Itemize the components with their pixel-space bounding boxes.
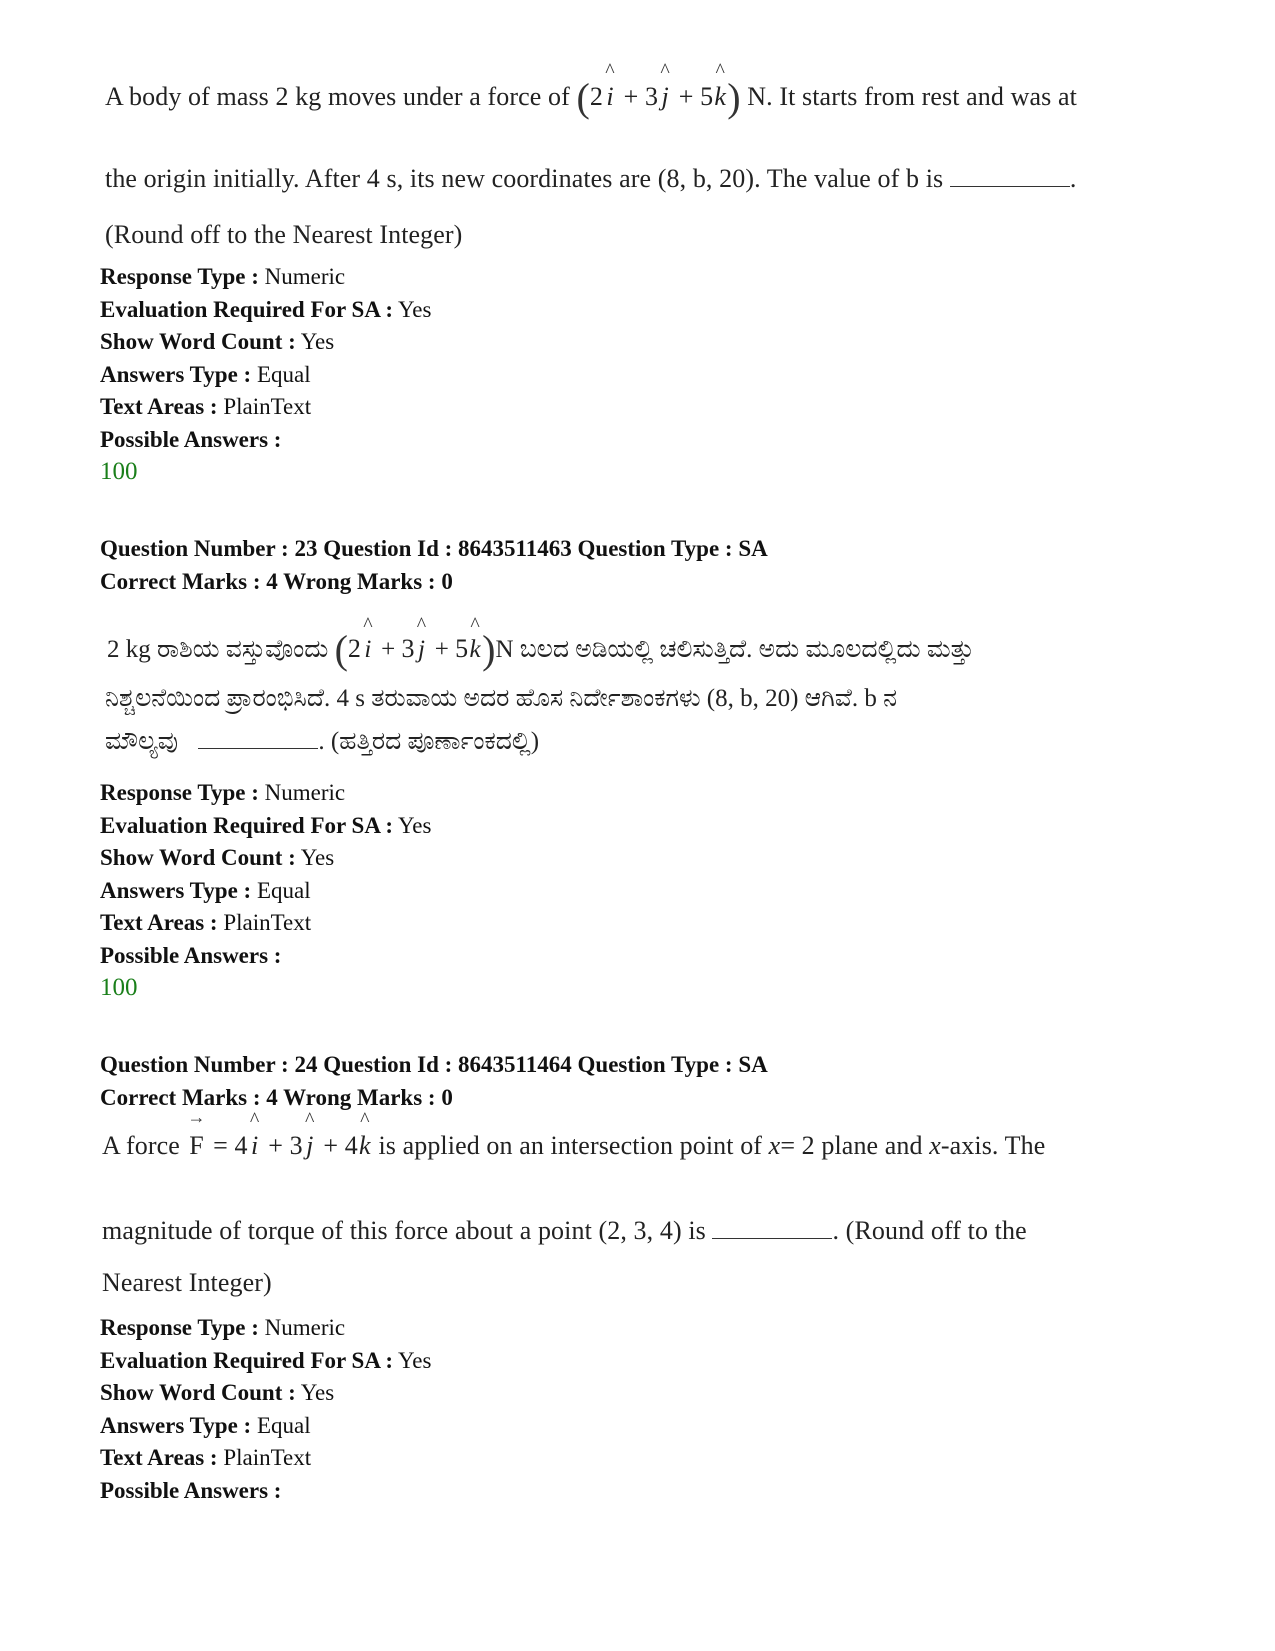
- q23-meta: [100, 777, 431, 973]
- q23-text-line3: ಮೌಲ್ಯವು . (ಹತ್ತಿರದ ಪೂರ್ಣಾಂಕದಲ್ಲಿ): [105, 728, 540, 755]
- q24-header: [100, 1049, 768, 1114]
- q23-question-info: Question Number : 23 Question Id : 8643511463 Question Type : SA: [100, 536, 768, 561]
- q23-text-line2: ನಿಶ್ಚಲನೆಯಿಂದ ಪ್ರಾರಂಭಿಸಿದೆ. 4 s ತರುವಾಯ ಅದರ ಹೊಸ ನಿರ್ದೇಶಾಂಕಗಳು (8, b, 20) ಆಗಿವೆ. b ನ: [105, 685, 898, 712]
- meta-possible-answers: Possible Answers :: [100, 942, 282, 968]
- meta-evaluation-required: Evaluation Required For SA : Yes: [100, 1347, 432, 1373]
- q23-possible-answer: 100: [100, 974, 138, 1001]
- meta-show-word-count: Show Word Count : Yes: [100, 1380, 335, 1406]
- q22-line1-pre: A body of mass 2 kg moves under a force of: [105, 82, 570, 111]
- answer-blank: [198, 728, 318, 749]
- q23-header: [100, 533, 768, 598]
- meta-response-type: Response Type : Numeric: [100, 780, 346, 805]
- q23-marks-info: Correct Marks : 4 Wrong Marks : 0: [100, 568, 453, 594]
- meta-show-word-count: Show Word Count : Yes: [100, 845, 335, 871]
- meta-text-areas: Text Areas : PlainText: [100, 394, 312, 420]
- q24-text-line1: A force → F = 4 ^ i + 3 ^ j + 4 ^ k is applied on an intersection point of x= 2 plane and x-axis. The: [102, 1107, 1046, 1160]
- meta-answers-type: Answers Type : Equal: [100, 361, 311, 387]
- q24-marks-info: Correct Marks : 4 Wrong Marks : 0: [100, 1084, 453, 1110]
- q22-force-unit: N.: [747, 82, 773, 111]
- meta-show-word-count: Show Word Count : Yes: [100, 329, 335, 355]
- q24-force-expression: → F = 4 ^ i + 3 ^ j + 4 ^ k: [187, 1107, 371, 1160]
- q22-line1-post: It starts from rest and was at: [779, 82, 1077, 111]
- q22-meta: [100, 261, 431, 457]
- meta-text-areas: Text Areas : PlainText: [100, 1445, 312, 1471]
- q24-text-line3: Nearest Integer): [102, 1268, 272, 1297]
- q22-text-line2: the origin initially. After 4 s, its new coordinates are (8, b, 20). The value of b is .: [105, 164, 1077, 193]
- meta-answers-type: Answers Type : Equal: [100, 1412, 311, 1438]
- q22-text-line1: [105, 60, 1077, 121]
- meta-response-type: Response Type : Numeric: [100, 264, 346, 289]
- q22-possible-answer: 100: [100, 458, 138, 485]
- q22-force-expression: (2 ^ i + 3 ^ j + 5 ^ k): [576, 60, 741, 120]
- q24-text-line2: magnitude of torque of this force about a point (2, 3, 4) is . (Round off to the: [102, 1216, 1027, 1245]
- meta-answers-type: Answers Type : Equal: [100, 877, 311, 903]
- meta-evaluation-required: Evaluation Required For SA : Yes: [100, 296, 432, 322]
- meta-response-type: Response Type : Numeric: [100, 1315, 346, 1340]
- q23-text-line1: 2 kg ರಾಶಿಯ ವಸ್ತುವೊಂದು (2 ^ i + 3 ^ j + 5 ^ k)N ಬಲದ ಅಡಿಯಲ್ಲಿ ಚಲಿಸುತ್ತಿದೆ. ಅದು ಮೂಲದಲ್ಲಿದು ಮತ್ತು: [107, 614, 974, 672]
- answer-blank: [950, 166, 1070, 187]
- q24-meta: [100, 1312, 431, 1508]
- meta-evaluation-required: Evaluation Required For SA : Yes: [100, 812, 432, 838]
- q22-text-line3: (Round off to the Nearest Integer): [105, 220, 463, 249]
- meta-text-areas: Text Areas : PlainText: [100, 910, 312, 936]
- meta-possible-answers: Possible Answers :: [100, 1477, 282, 1503]
- q23-force-expression: (2 ^ i + 3 ^ j + 5 ^ k): [334, 614, 496, 672]
- meta-possible-answers: Possible Answers :: [100, 426, 282, 452]
- answer-blank: [712, 1218, 832, 1239]
- q24-question-info: Question Number : 24 Question Id : 8643511464 Question Type : SA: [100, 1052, 768, 1077]
